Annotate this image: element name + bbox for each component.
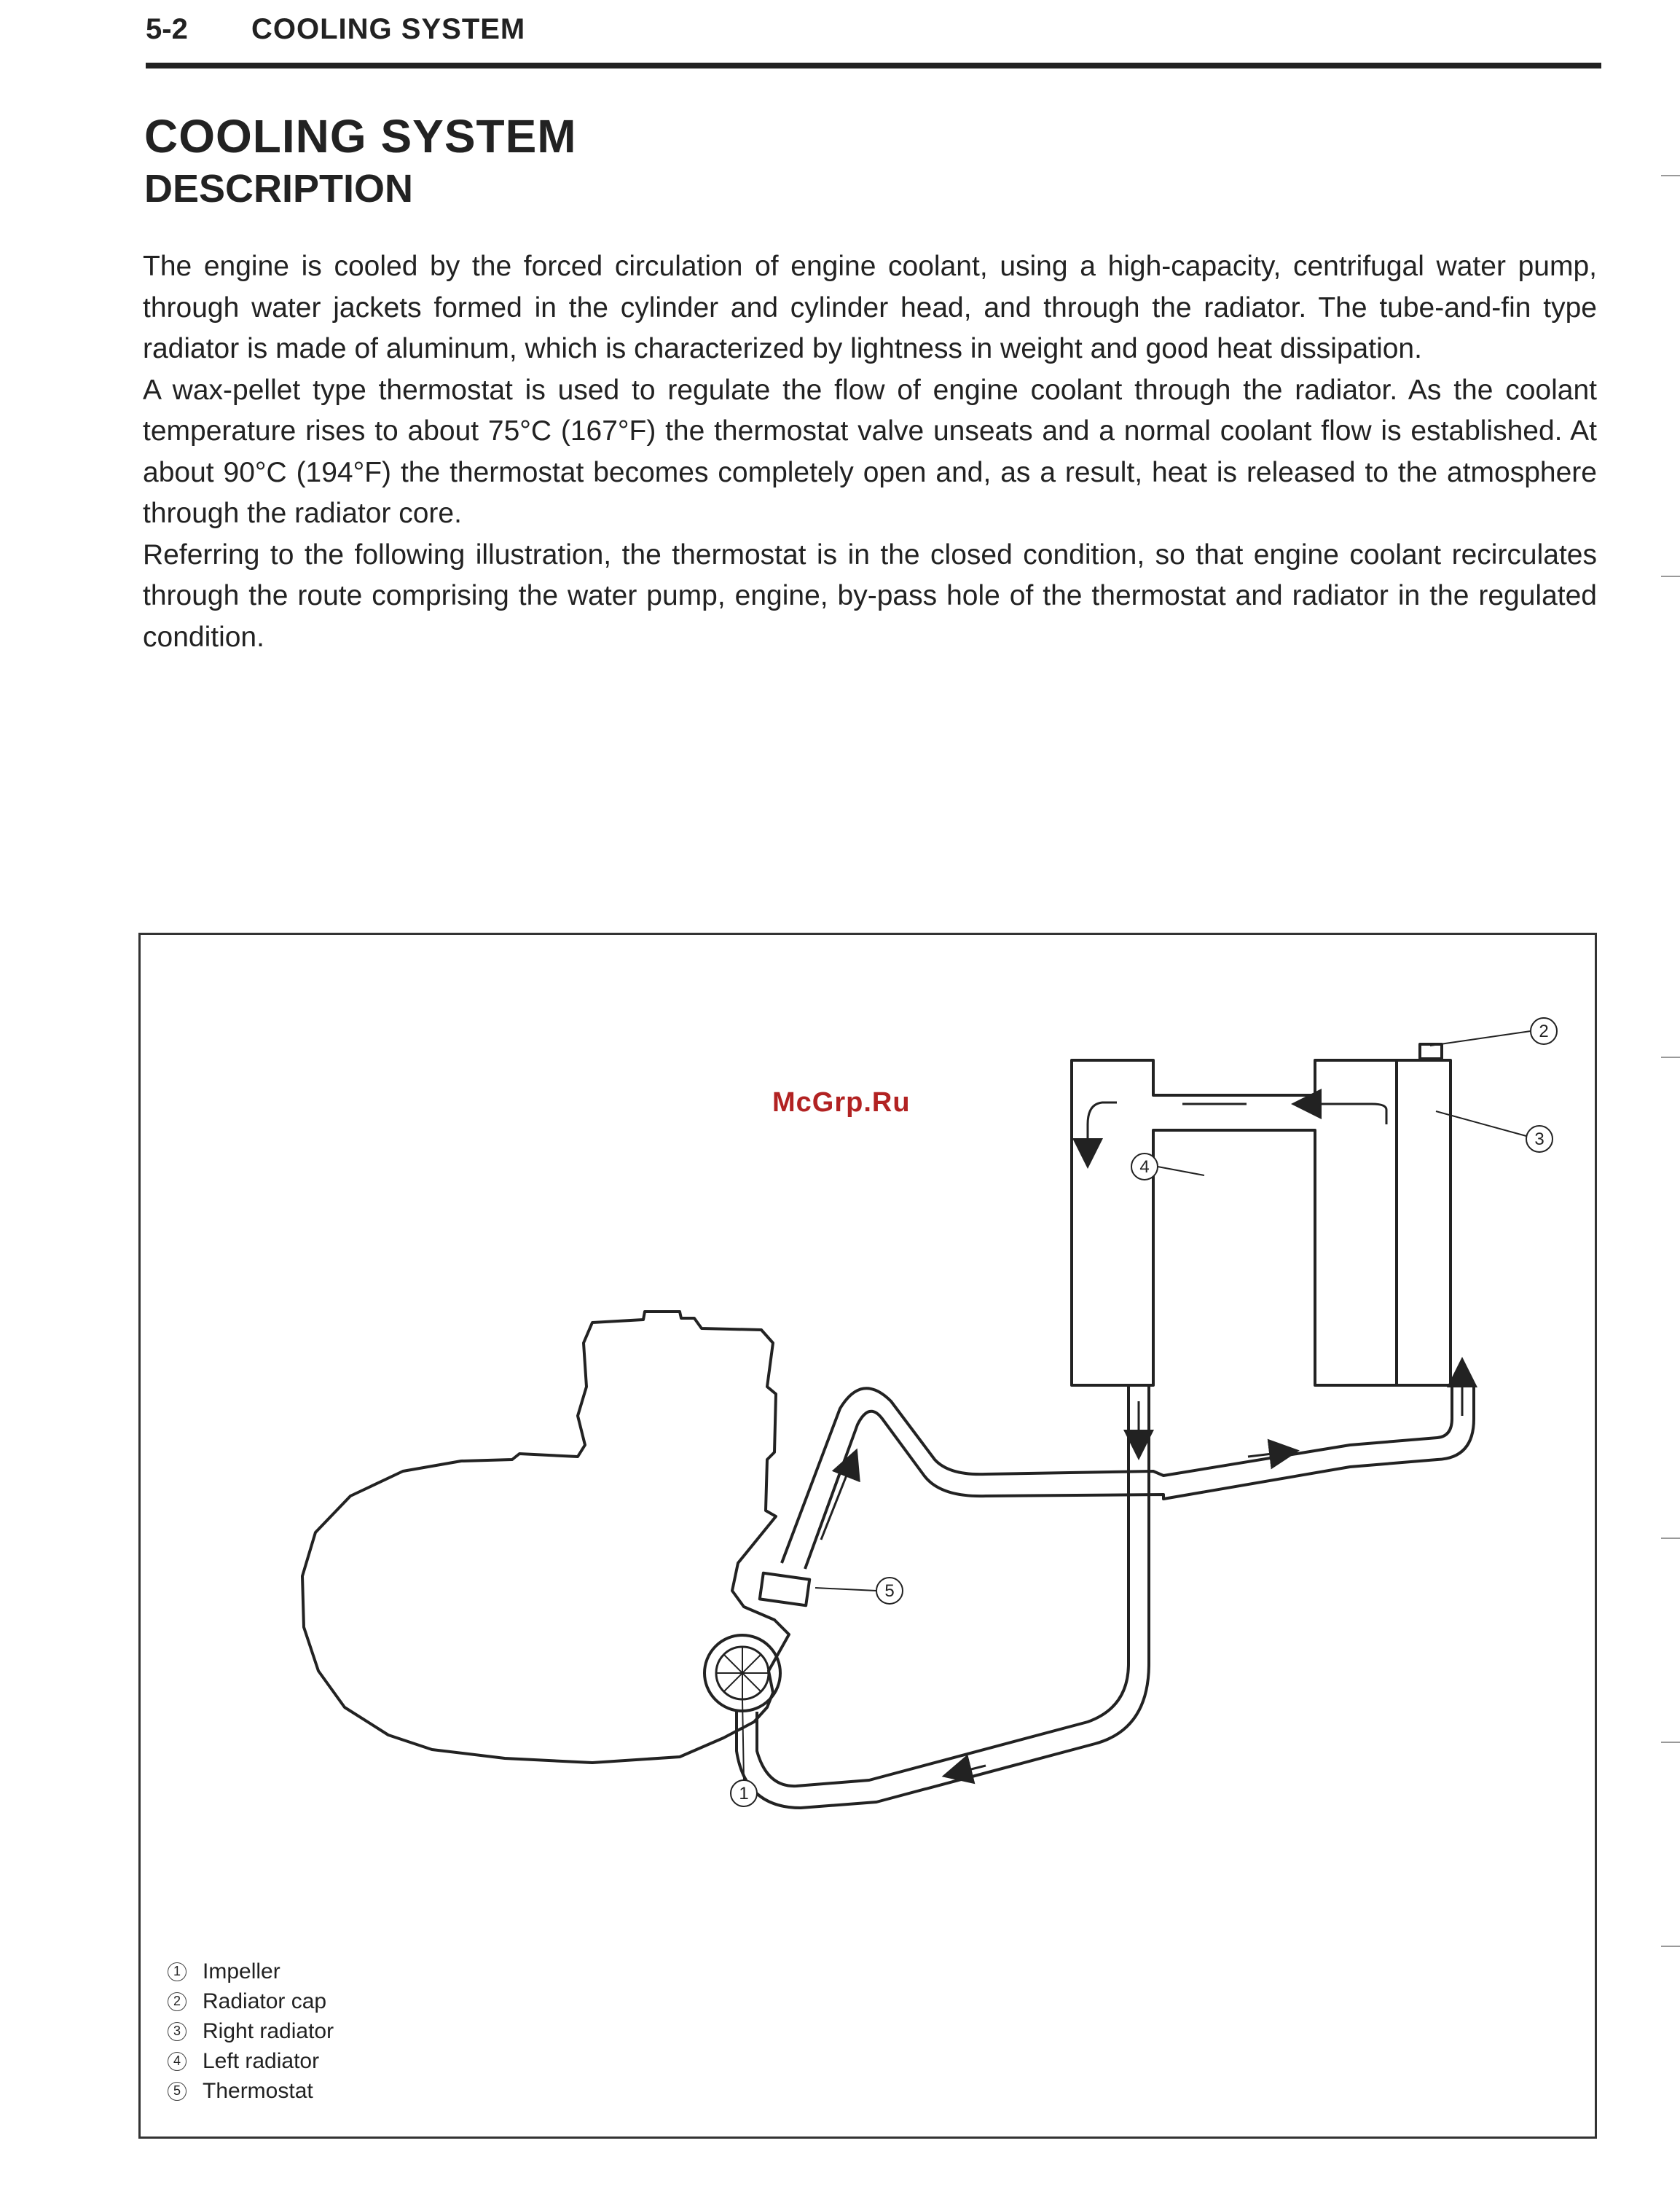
callout-3: 3 [1534,1129,1544,1149]
page-number: 5-2 [146,13,188,45]
running-header-title: COOLING SYSTEM [251,13,526,45]
paragraph-1: The engine is cooled by the forced circulation of engine coolant, using a high-capacity, centrifugal water pump, through water jackets formed in the cylinder and cylinder head, and through the radiator. The tube-and-fin type radiator is made of aluminum, which is characterized by lightness in weight and good heat dissipation. [143,251,1597,364]
legend-number: 3 [168,2022,187,2041]
description-text [143,246,1597,658]
legend-label: Left radiator [203,2049,320,2073]
callout-4: 4 [1139,1157,1150,1177]
legend-item [168,1957,334,1986]
legend-label: Impeller [203,1959,280,1983]
section-title: DESCRIPTION [144,167,414,211]
legend-label: Thermostat [203,2079,313,2103]
callouts [731,1018,1557,1806]
radiator-cap [1420,1044,1442,1059]
page-header [146,13,1601,68]
legend-item [168,2016,334,2046]
right-radiator [1397,1060,1451,1385]
callout-1: 1 [739,1784,749,1803]
scan-edge-mark [1661,576,1680,577]
legend-item [168,1986,334,2016]
paragraph-3: Referring to the following illustration, the thermostat is in the closed condition, so that engine coolant recirculates through the route comprising the water pump, engine, by-pass hole of the thermostat and radiator in the regulated condition. [143,538,1597,653]
scan-edge-mark [1661,1057,1680,1058]
scan-edge-mark [1661,1538,1680,1539]
legend-label: Right radiator [203,2019,334,2043]
legend-number: 1 [168,1962,187,1981]
legend-number: 4 [168,2052,187,2071]
engine-block [302,1312,789,1763]
left-radiator [1072,1060,1451,1385]
scan-edge-mark [1661,1946,1680,1947]
callout-2: 2 [1539,1022,1549,1041]
legend-item [168,2076,334,2106]
callout-5: 5 [884,1581,895,1601]
scan-edge-mark [1661,1742,1680,1743]
legend-label: Radiator cap [203,1989,327,2013]
lower-hose [757,1385,1128,1786]
figure-legend [168,1957,334,2106]
legend-number: 5 [168,2082,187,2101]
legend-number: 2 [168,1992,187,2011]
paragraph-2: A wax-pellet type thermostat is used to regulate the flow of engine coolant through the radiator. As the coolant temperature rises to about 75°C (167°F) the thermostat valve unseats and a normal coolant flow is established. At about 90°C (194°F) the thermostat becomes completely open and, as a result, heat is released to the atmosphere through the radiator core. [143,374,1597,529]
legend-item [168,2046,334,2076]
thermostat [760,1573,809,1606]
page-title: COOLING SYSTEM [144,110,577,162]
upper-hose [782,1385,1452,1563]
watermark: McGrp.Ru [772,1087,911,1118]
left-radiator-tank [1072,1060,1397,1385]
scan-edge-mark [1661,175,1680,176]
